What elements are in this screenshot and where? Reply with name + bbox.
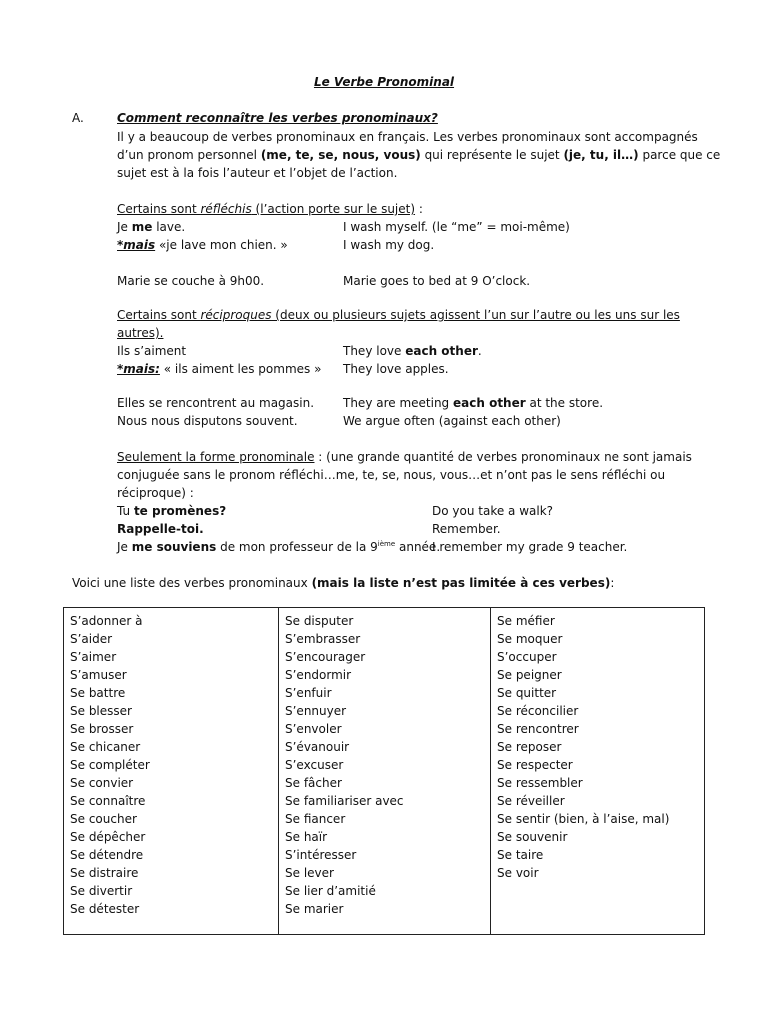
verb-item: Se taire <box>497 848 544 862</box>
intro-line-1: Il y a beaucoup de verbes pronominaux en français. Les verbes pronominaux sont accompagnés <box>117 130 698 144</box>
verb-item: Se détester <box>70 902 140 916</box>
page-title: Le Verbe Pronominal <box>313 75 455 89</box>
verb-item: S’adonner à <box>70 614 143 628</box>
section-heading: Comment reconnaître les verbes pronominaux? <box>117 111 438 125</box>
list-intro <box>72 574 614 592</box>
heading-text: Seulement la forme pronominale <box>117 450 315 464</box>
example-verb: me souviens <box>131 540 217 554</box>
heading-text: Certains sont <box>117 308 201 322</box>
verb-item: Se connaître <box>70 794 146 808</box>
verb-item: Se fiancer <box>285 812 346 826</box>
verb-column-3 <box>491 608 705 935</box>
verb-item: Se méfier <box>497 614 555 628</box>
verb-item: Se compléter <box>70 758 150 772</box>
list-intro-text: Voici une liste des verbes pronominaux <box>72 576 312 590</box>
verb-item: S’aimer <box>70 650 117 664</box>
pronominal-example1-fr <box>117 502 226 520</box>
example-text: They love <box>343 344 406 358</box>
mais-label: *mais <box>117 238 156 252</box>
intro-subjects: (je, tu, il…) <box>563 148 639 162</box>
reciprocal-example2-fr: Elles se rencontrent au magasin. <box>117 396 315 410</box>
verb-item: Se brosser <box>70 722 134 736</box>
verb-item: Se blesser <box>70 704 132 718</box>
verb-column-2 <box>279 608 491 935</box>
pronominal-only-line-2: conjuguée sans le pronom réfléchi…me, te, se, nous, vous…et n’ont pas le sens réfléchi ou <box>117 468 666 482</box>
intro-text: qui représente le sujet <box>420 148 564 162</box>
verb-item: Se battre <box>70 686 126 700</box>
verb-item: Se fâcher <box>285 776 342 790</box>
verb-item: Se moquer <box>497 632 563 646</box>
reflexive-example2-en: Marie goes to bed at 9 O’clock. <box>343 274 531 288</box>
verb-item: S’ennuyer <box>285 704 347 718</box>
example-text: at the store. <box>525 396 604 410</box>
verb-item: S’intéresser <box>285 848 357 862</box>
section-label: A. <box>72 111 84 125</box>
reflexive-counter-en: I wash my dog. <box>343 238 435 252</box>
intro-pronouns: (me, te, se, nous, vous) <box>260 148 421 162</box>
heading-text: Certains sont <box>117 202 201 216</box>
reciprocal-example2-en <box>343 394 603 412</box>
verb-item: Se lever <box>285 866 334 880</box>
example-emphasis: each other <box>453 396 526 410</box>
verb-item: Se souvenir <box>497 830 568 844</box>
verb-item: Se familiariser avec <box>285 794 404 808</box>
example-verb: te promènes? <box>133 504 227 518</box>
example-pronoun: me <box>131 220 153 234</box>
verb-item: Se respecter <box>497 758 573 772</box>
verb-item: Se divertir <box>70 884 133 898</box>
heading-term: réciproques <box>200 308 272 322</box>
verb-item: Se lier d’amitié <box>285 884 376 898</box>
example-text: Je <box>117 540 132 554</box>
example-text: année. <box>395 540 441 554</box>
example-text: de mon professeur de la 9 <box>216 540 378 554</box>
verb-item: Se coucher <box>70 812 137 826</box>
verb-item: Se quitter <box>497 686 557 700</box>
reciprocal-counter-fr <box>117 360 321 378</box>
pronominal-example2-fr: Rappelle-toi. <box>117 522 204 536</box>
intro-line-3: sujet est à la fois l’auteur et l’objet de l’action. <box>117 166 398 180</box>
verb-item: S’encourager <box>285 650 366 664</box>
verb-item: Se disputer <box>285 614 354 628</box>
verb-item: S’aider <box>70 632 113 646</box>
verb-item: S’envoler <box>285 722 342 736</box>
verb-item: S’évanouir <box>285 740 350 754</box>
heading-text: (l’action porte sur le sujet) <box>251 202 416 216</box>
verb-item: Se ressembler <box>497 776 583 790</box>
reciprocal-counter-en: They love apples. <box>343 362 449 376</box>
verb-item: Se détendre <box>70 848 144 862</box>
reciprocal-heading <box>117 306 680 324</box>
heading-text: : (une grande quantité de verbes pronominaux ne sont jamais <box>314 450 692 464</box>
heading-text: : <box>415 202 423 216</box>
verb-item: S’amuser <box>70 668 127 682</box>
verb-item: S’occuper <box>497 650 557 664</box>
verb-item: S’enfuir <box>285 686 332 700</box>
verb-item: Se sentir (bien, à l’aise, mal) <box>497 812 670 826</box>
verb-item: Se réconcilier <box>497 704 579 718</box>
example-text: Tu <box>117 504 134 518</box>
pronominal-example2-en: Remember. <box>432 522 501 536</box>
reciprocal-example-en <box>343 342 482 360</box>
verb-item: Se distraire <box>70 866 139 880</box>
verb-item: S’endormir <box>285 668 352 682</box>
reflexive-heading <box>117 200 423 218</box>
intro-text: parce que ce <box>638 148 721 162</box>
heading-term: réfléchis <box>200 202 252 216</box>
example-text: . <box>477 344 482 358</box>
reciprocal-example3-en: We argue often (against each other) <box>343 414 561 428</box>
example-emphasis: each other <box>405 344 478 358</box>
verb-item: Se marier <box>285 902 344 916</box>
reflexive-example2-fr: Marie se couche à 9h00. <box>117 274 265 288</box>
verb-item: S’embrasser <box>285 632 361 646</box>
intro-line-2 <box>117 146 720 164</box>
pronominal-example3-fr <box>117 538 440 556</box>
reciprocal-heading-cont: autres). <box>117 326 164 340</box>
ordinal-suffix: ième <box>377 540 396 548</box>
verb-item: Se convier <box>70 776 134 790</box>
reflexive-example-fr <box>117 218 185 236</box>
pronominal-example3-en: I remember my grade 9 teacher. <box>432 540 628 554</box>
example-text: « ils aiment les pommes » <box>159 362 322 376</box>
example-text: They are meeting <box>343 396 453 410</box>
list-intro-text: : <box>610 576 615 590</box>
example-text: «je lave mon chien. » <box>155 238 288 252</box>
list-intro-note: (mais la liste n’est pas limitée à ces verbes) <box>311 576 611 590</box>
verb-item: S’excuser <box>285 758 344 772</box>
verb-table <box>63 607 705 935</box>
verb-item: Se haïr <box>285 830 328 844</box>
reciprocal-example3-fr: Nous nous disputons souvent. <box>117 414 298 428</box>
verb-item: Se voir <box>497 866 539 880</box>
example-text: lave. <box>152 220 186 234</box>
heading-text: (deux ou plusieurs sujets agissent l’un sur l’autre ou les uns sur les <box>271 308 680 322</box>
verb-item: Se reposer <box>497 740 562 754</box>
pronominal-example1-en: Do you take a walk? <box>432 504 554 518</box>
verb-item: Se rencontrer <box>497 722 579 736</box>
verb-item: Se chicaner <box>70 740 141 754</box>
reflexive-counter-fr <box>117 236 288 254</box>
intro-text: d’un pronom personnel <box>117 148 261 162</box>
verb-column-1 <box>64 608 279 935</box>
verb-item: Se réveiller <box>497 794 565 808</box>
reciprocal-example-fr: Ils s’aiment <box>117 344 187 358</box>
verb-table-row <box>64 608 705 935</box>
example-text: Je <box>117 220 132 234</box>
pronominal-only-heading <box>117 448 692 466</box>
reflexive-example-en: I wash myself. (le “me” = moi-même) <box>343 220 570 234</box>
pronominal-only-line-3: réciproque) : <box>117 486 194 500</box>
mais-label: *mais: <box>117 362 160 376</box>
verb-item: Se dépêcher <box>70 830 146 844</box>
verb-item: Se peigner <box>497 668 562 682</box>
